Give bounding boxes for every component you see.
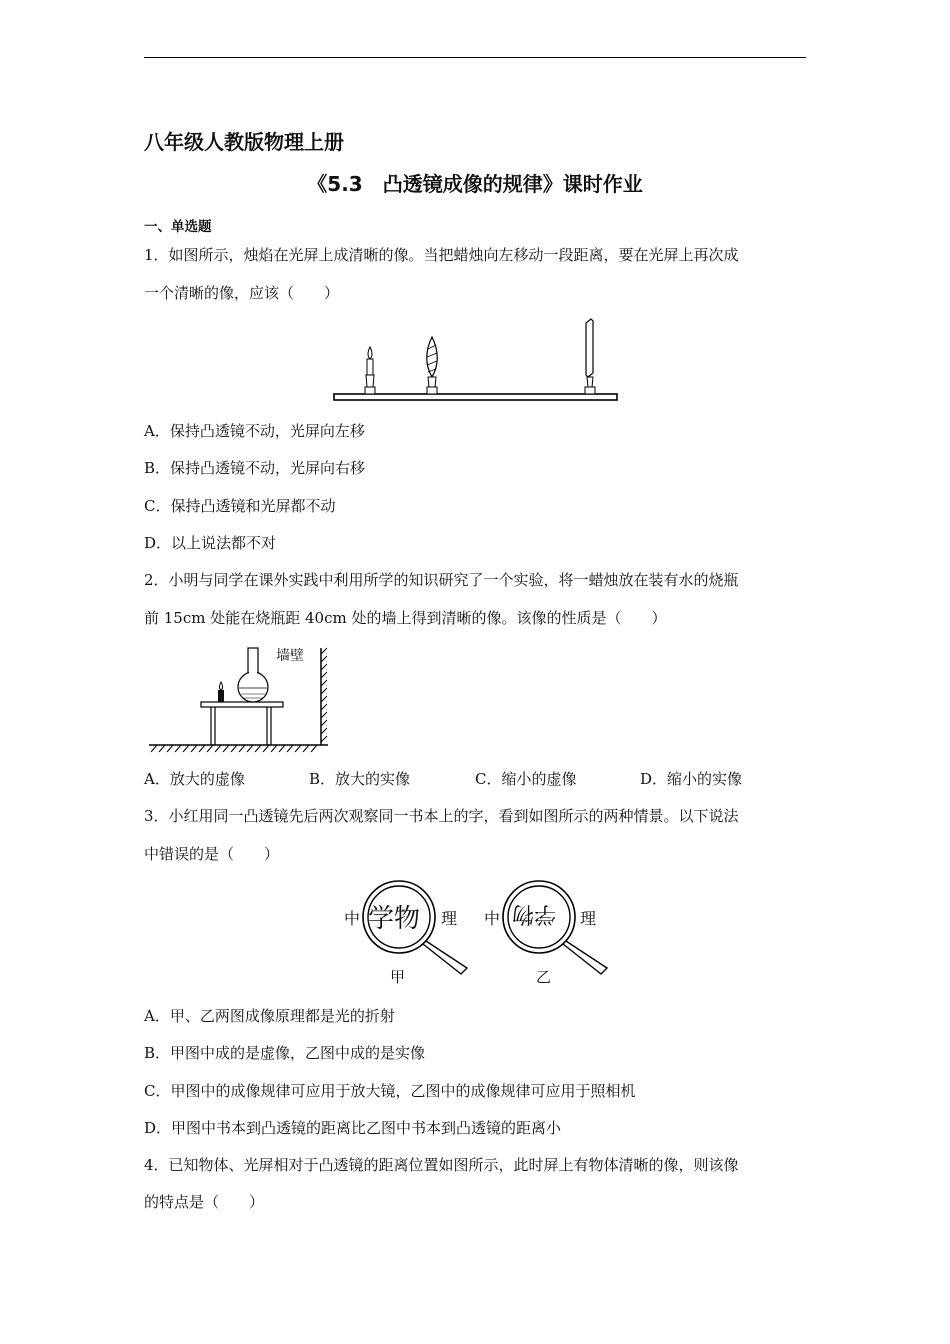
lens2-left-char: 中 bbox=[484, 909, 501, 928]
q2-option-d: D．缩小的实像 bbox=[640, 770, 743, 788]
q3-line-1: 3．小红用同一凸透镜先后两次观察同一书本上的字，看到如图所示的两种情景。以下说法 bbox=[144, 807, 739, 825]
q2-option-c: C．缩小的虚像 bbox=[475, 770, 577, 788]
label-yi: 乙 bbox=[536, 968, 552, 986]
candle-icon bbox=[365, 347, 375, 394]
convex-lens-icon bbox=[427, 337, 438, 394]
q3-option-c: C．甲图中的成像规律可应用于放大镜，乙图中的成像规律可应用于照相机 bbox=[144, 1082, 636, 1100]
q1-line-1: 1．如图所示，烛焰在光屏上成清晰的像。当把蜡烛向左移动一段距离，要在光屏上再次成 bbox=[144, 246, 739, 264]
q2-line-1: 2．小明与同学在课外实践中利用所学的知识研究了一个实验，将一蜡烛放在装有水的烧瓶 bbox=[144, 571, 739, 589]
q3-option-b: B．甲图中成的是虚像，乙图中成的是实像 bbox=[144, 1044, 426, 1062]
q1-figure-optical-bench bbox=[325, 315, 625, 407]
q1-option-a: A．保持凸透镜不动，光屏向左移 bbox=[144, 422, 365, 440]
q1-option-c: C．保持凸透镜和光屏都不动 bbox=[144, 497, 336, 515]
q3-option-d: D．甲图中书本到凸透镜的距离比乙图中书本到凸透镜的距离小 bbox=[144, 1119, 562, 1137]
q2-figure-flask-wall bbox=[145, 640, 335, 754]
q1-option-d: D．以上说法都不对 bbox=[144, 534, 277, 552]
section-heading: 一、单选题 bbox=[144, 219, 212, 235]
candle-icon bbox=[218, 682, 224, 702]
lens1-right-char: 理 bbox=[441, 909, 458, 928]
light-screen-icon bbox=[585, 319, 595, 394]
document-subtitle: 《5.3 凸透镜成像的规律》课时作业 bbox=[307, 172, 643, 196]
q2-option-b: B．放大的实像 bbox=[309, 770, 411, 788]
flask-icon bbox=[238, 648, 268, 702]
label-jia: 甲 bbox=[390, 968, 406, 986]
document-title: 八年级人教版物理上册 bbox=[144, 130, 344, 154]
header-rule bbox=[144, 57, 806, 58]
q3-option-a: A．甲、乙两图成像原理都是光的折射 bbox=[144, 1007, 395, 1025]
wall-label: 墙壁 bbox=[276, 648, 304, 664]
q2-option-a: A．放大的虚像 bbox=[144, 770, 245, 788]
q4-line-2: 的特点是（ ） bbox=[144, 1193, 265, 1211]
q4-line-1: 4．已知物体、光屏相对于凸透镜的距离位置如图所示，此时屏上有物体清晰的像，则该像 bbox=[144, 1156, 739, 1174]
lens2-inverted-text: 学物 bbox=[512, 901, 557, 926]
q2-line-2: 前 15cm 处能在烧瓶距 40cm 处的墙上得到清晰的像。该像的性质是（ ） bbox=[144, 609, 667, 627]
lens1-left-char: 中 bbox=[344, 909, 361, 928]
q3-line-2: 中错误的是（ ） bbox=[144, 845, 280, 863]
lens2-right-char: 理 bbox=[580, 909, 597, 928]
q1-line-2: 一个清晰的像，应该（ ） bbox=[144, 284, 340, 302]
q1-option-b: B．保持凸透镜不动，光屏向右移 bbox=[144, 459, 366, 477]
lens1-magnified-text: 学物 bbox=[368, 904, 421, 934]
